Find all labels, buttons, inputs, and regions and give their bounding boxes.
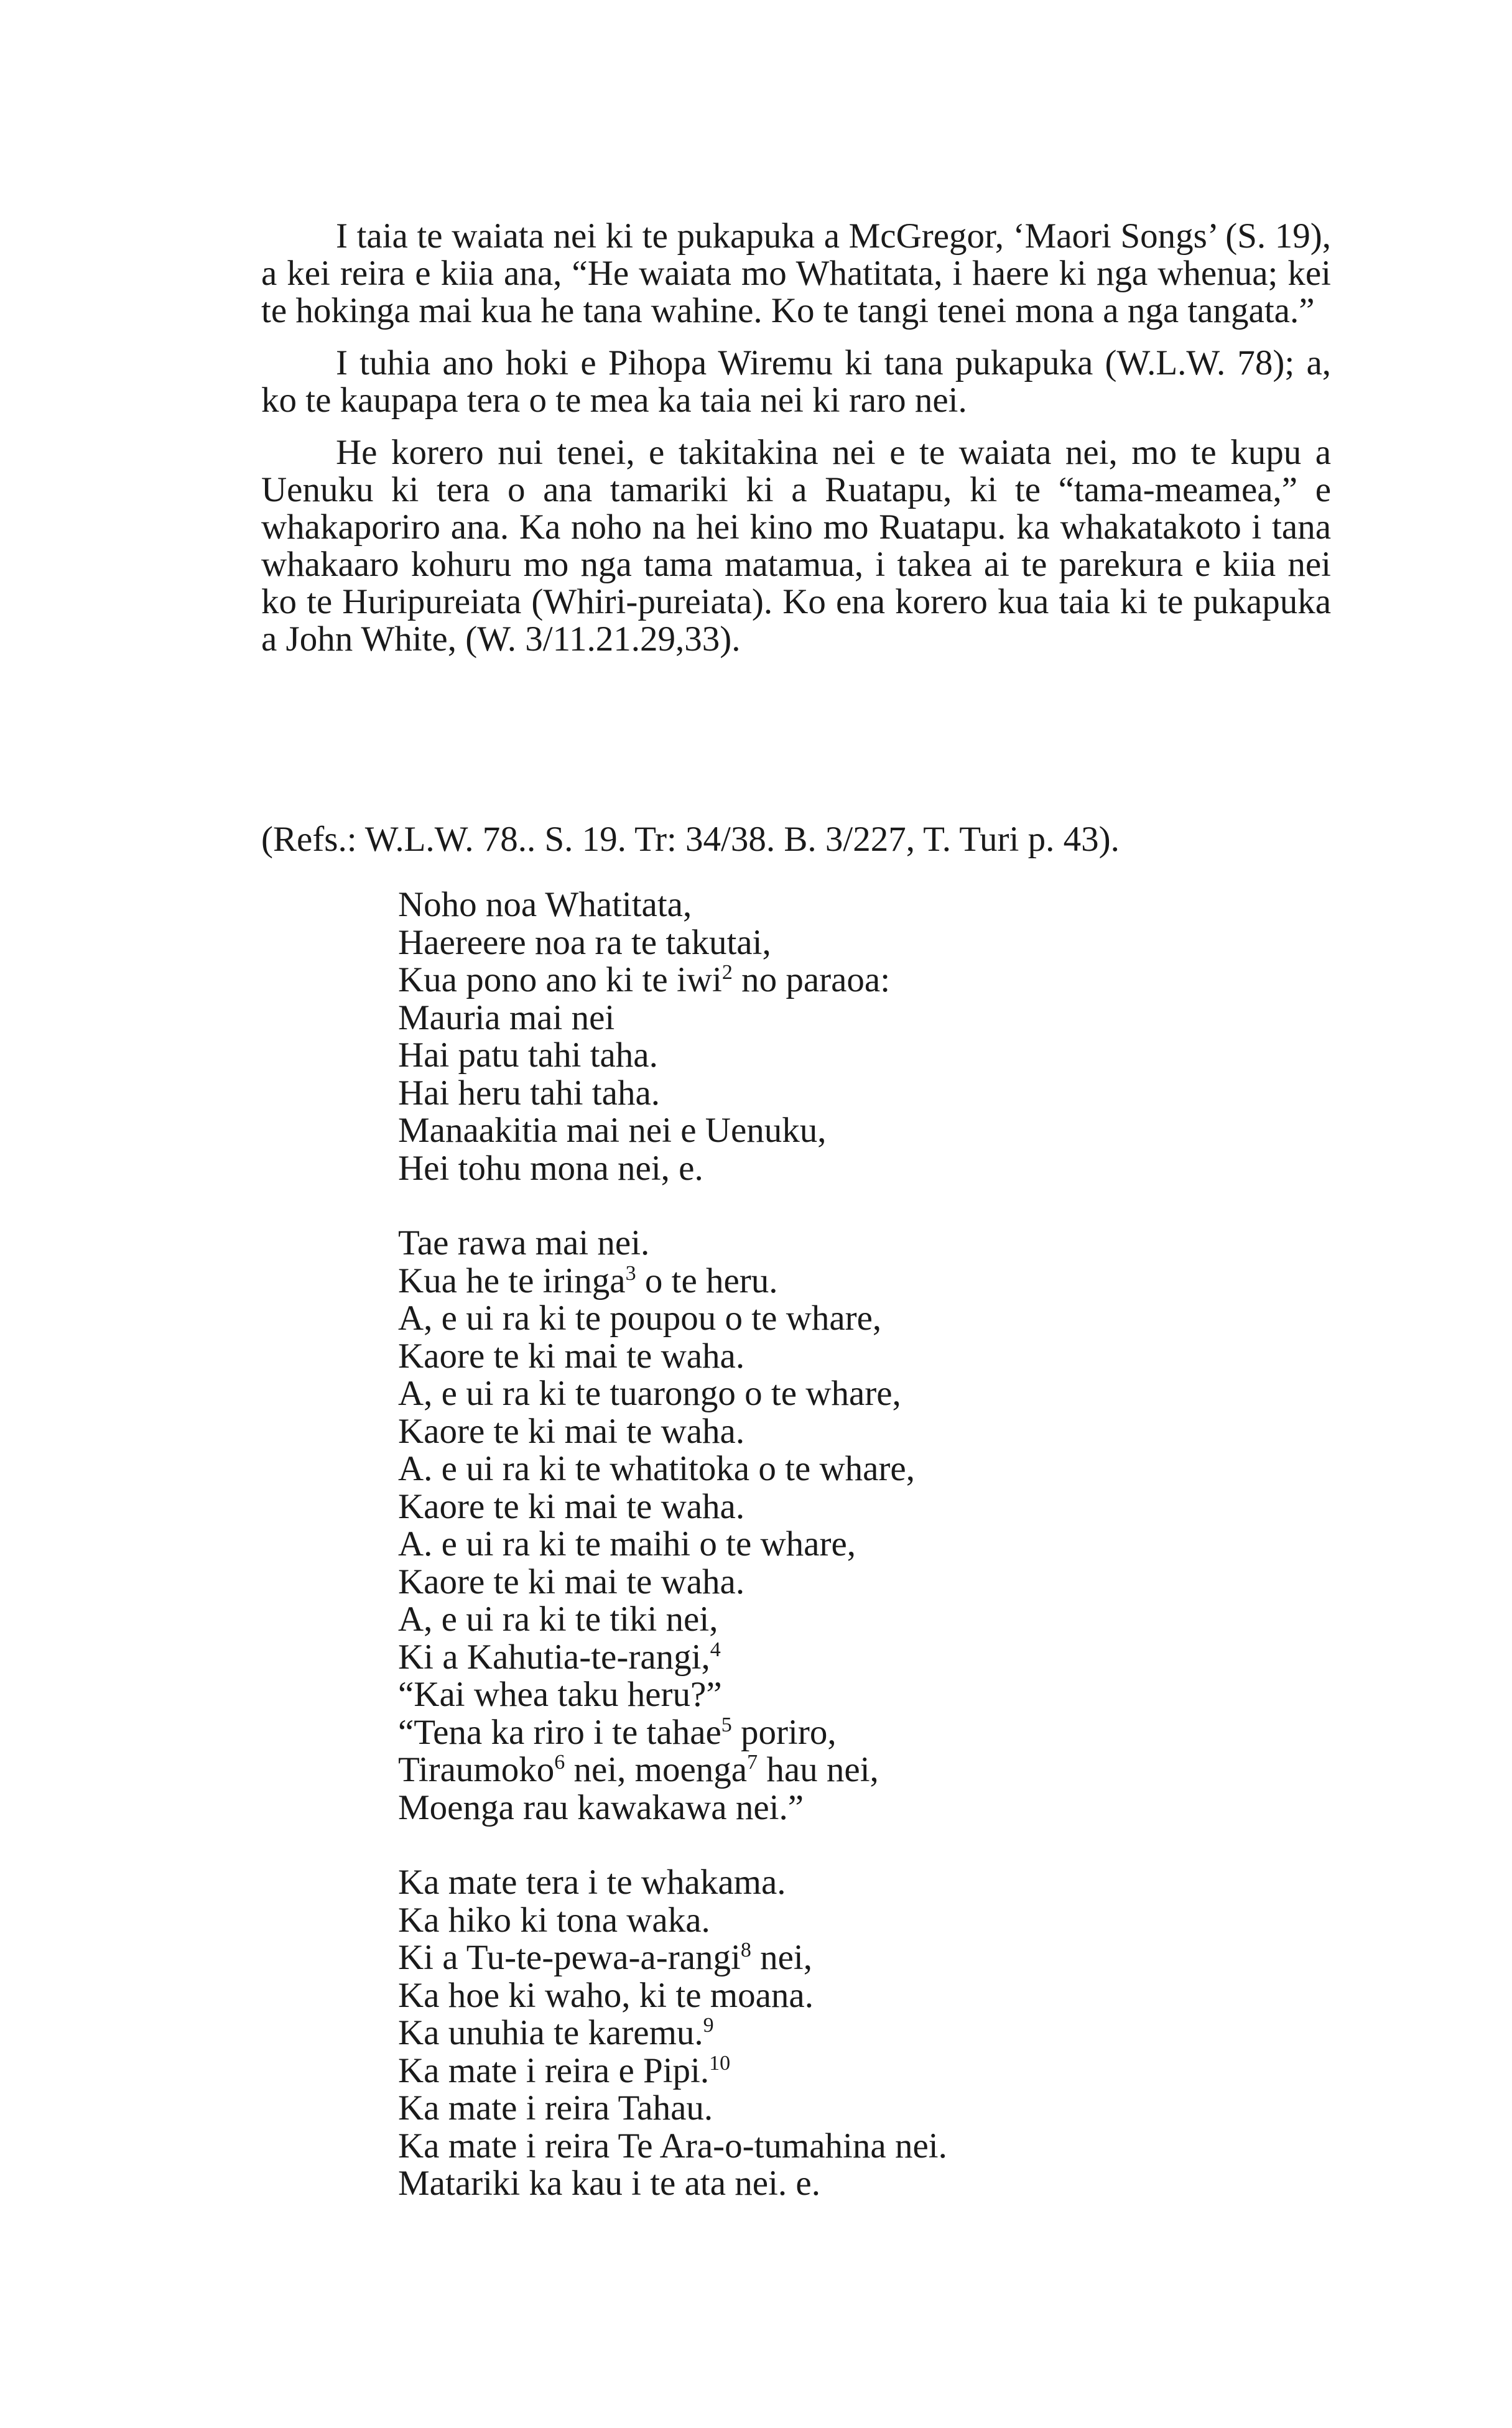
poem-line	[398, 924, 1331, 962]
poem-line	[398, 2128, 1331, 2166]
poem-line-text: A, e ui ra ki te poupou o te whare,	[398, 1299, 882, 1338]
poem-line-text: Ka mate tera i te whakama.	[398, 1863, 786, 1902]
poem-line	[398, 1300, 1331, 1338]
footnote-marker: 6	[554, 1751, 565, 1774]
poem-line	[398, 1526, 1331, 1564]
poem-line	[398, 2052, 1331, 2090]
poem-line-text: Kaore te ki mai te waha.	[398, 1486, 745, 1526]
poem-line-text: Ka unuhia te karemu.	[398, 2013, 703, 2052]
poem-line	[398, 1263, 1331, 1300]
footnote-marker: 9	[703, 2014, 714, 2037]
poem-line-text-continued: nei, moenga	[565, 1750, 748, 1789]
poem-line	[398, 1375, 1331, 1413]
poem-line-text: Kua pono ano ki te iwi	[398, 960, 722, 999]
poem-line	[398, 886, 1331, 924]
poem-line	[398, 1112, 1331, 1150]
poem-line-text: Ka mate i reira Te Ara-o-tumahina nei.	[398, 2126, 947, 2166]
poem-stanza-2	[398, 1225, 1331, 1827]
poem-line-text: A, e ui ra ki te tiki nei,	[398, 1600, 718, 1639]
poem-line-text: Tae rawa mai nei.	[398, 1223, 650, 1263]
poem-line	[398, 1601, 1331, 1639]
poem-stanza-3	[398, 1864, 1331, 2203]
poem-line-text: Kaore te ki mai te waha.	[398, 1562, 745, 1601]
poem-line	[398, 1676, 1331, 1714]
poem-line	[398, 961, 1331, 999]
footnote-marker: 8	[740, 1939, 751, 1962]
poem-line	[398, 1450, 1331, 1488]
poem-line-text: Mauria mai nei	[398, 998, 615, 1037]
footnote-marker: 4	[710, 1638, 721, 1661]
poem-line-text: Manaakitia mai nei e Uenuku,	[398, 1111, 827, 1150]
poem-line	[398, 1751, 1331, 1789]
poem-line	[398, 1150, 1331, 1188]
poem-line-text: Noho noa Whatitata,	[398, 885, 692, 924]
poem-line	[398, 2090, 1331, 2128]
poem-line-text-continued: hau nei,	[758, 1750, 879, 1789]
poem-line-text: Matariki ka kau i te ata nei. e.	[398, 2164, 820, 2203]
poem-line	[398, 1714, 1331, 1752]
poem-line	[398, 1338, 1331, 1376]
poem-line	[398, 1639, 1331, 1677]
poem-line	[398, 1413, 1331, 1451]
footnote-marker: 5	[721, 1713, 732, 1736]
poem-line-text: Kaore te ki mai te waha.	[398, 1336, 745, 1376]
poem-line	[398, 1789, 1331, 1827]
footnote-marker: 2	[721, 961, 733, 984]
poem-line-text: “Kai whea taku heru?”	[398, 1675, 722, 1714]
poem-line-text: Ki a Tu-te-pewa-a-rangi	[398, 1938, 741, 1977]
poem-line-text: Ki a Kahutia-te-rangi,	[398, 1637, 710, 1677]
poem-line-text-continued: nei,	[751, 1938, 812, 1977]
poem-line-text-continued: o te heru.	[636, 1261, 778, 1300]
poem-line-text: Ka hoe ki waho, ki te moana.	[398, 1975, 814, 2015]
poem-line-text: Moenga rau kawakawa nei.”	[398, 1787, 804, 1827]
poem-line-text: Kaore te ki mai te waha.	[398, 1411, 745, 1451]
poem-line	[398, 1902, 1331, 1940]
footnote-marker: 7	[747, 1751, 758, 1774]
poem-line-text: Hai heru tahi taha.	[398, 1073, 660, 1113]
introduction-prose	[261, 218, 1331, 673]
poem-line	[398, 1864, 1331, 1902]
poem-line-text: Tiraumoko	[398, 1750, 555, 1789]
poem-line-text: Hai patu tahi taha.	[398, 1036, 658, 1075]
footnote-marker: 3	[625, 1261, 636, 1285]
poem-line-text: A. e ui ra ki te maihi o te whare,	[398, 1524, 856, 1564]
poem-line-text: Ka mate i reira Tahau.	[398, 2088, 713, 2128]
poem-line-text: Kua he te iringa	[398, 1261, 626, 1300]
prose-paragraph-2: I tuhia ano hoki e Pihopa Wiremu ki tana pukapuka (W.L.W. 78); a, ko te kaupapa tera o te mea ka taia nei ki raro nei.	[261, 343, 1331, 420]
poem-line	[398, 999, 1331, 1037]
poem-line	[398, 1488, 1331, 1526]
references-line: (Refs.: W.L.W. 78.. S. 19. Tr: 34/38. B. 3/227, T. Turi p. 43).	[261, 820, 1120, 859]
poem-line	[398, 2165, 1331, 2203]
poem-line-text: Ka hiko ki tona waka.	[398, 1900, 710, 1940]
poem-line-text: “Tena ka riro i te tahae	[398, 1712, 721, 1752]
poem-line-text: Hei tohu mona nei, e.	[398, 1148, 703, 1188]
footnote-marker: 10	[709, 2051, 731, 2075]
poem-line	[398, 1075, 1331, 1113]
poem-line-text: A, e ui ra ki te tuarongo o te whare,	[398, 1374, 901, 1413]
poem-line-text-continued: no paraoa:	[732, 960, 891, 999]
prose-paragraph-1: I taia te waiata nei ki te pukapuka a McGregor, ‘Maori Songs’ (S. 19), a kei reira e kiia ana, “He waiata mo Whatitata, i haere ki nga whenua; kei te hokinga mai kua he tana wahine. Ko te tangi tenei mona a nga tangata.”	[261, 216, 1331, 330]
poem-line	[398, 1564, 1331, 1601]
poem-line	[398, 1977, 1331, 2015]
poem-line-text: Haereere noa ra te takutai,	[398, 922, 771, 962]
poem-line-text: A. e ui ra ki te whatitoka o te whare,	[398, 1449, 915, 1488]
poem-stanza-1	[398, 886, 1331, 1187]
song-text	[398, 886, 1331, 2240]
poem-line-text: Ka mate i reira e Pipi.	[398, 2050, 710, 2090]
poem-line	[398, 2014, 1331, 2052]
poem-line-text-continued: poriro,	[731, 1712, 837, 1752]
poem-line	[398, 1037, 1331, 1075]
prose-paragraph-3: He korero nui tenei, e takitakina nei e te waiata nei, mo te kupu a Uenuku ki tera o ana tamariki ki a Ruatapu, ki te “tama-meamea,” e whakaporiro ana. Ka noho na hei kino mo Ruatapu. ka whakatakoto i tana whakaaro kohuru mo nga tama matamua, i takea ai te parekura e kiia nei ko te Huripureiata (Whiri-pureiata). Ko ena korero kua taia ki te pukapuka a John White, (W. 3/11.21.29,33).	[261, 433, 1331, 659]
poem-line	[398, 1939, 1331, 1977]
poem-line	[398, 1225, 1331, 1263]
